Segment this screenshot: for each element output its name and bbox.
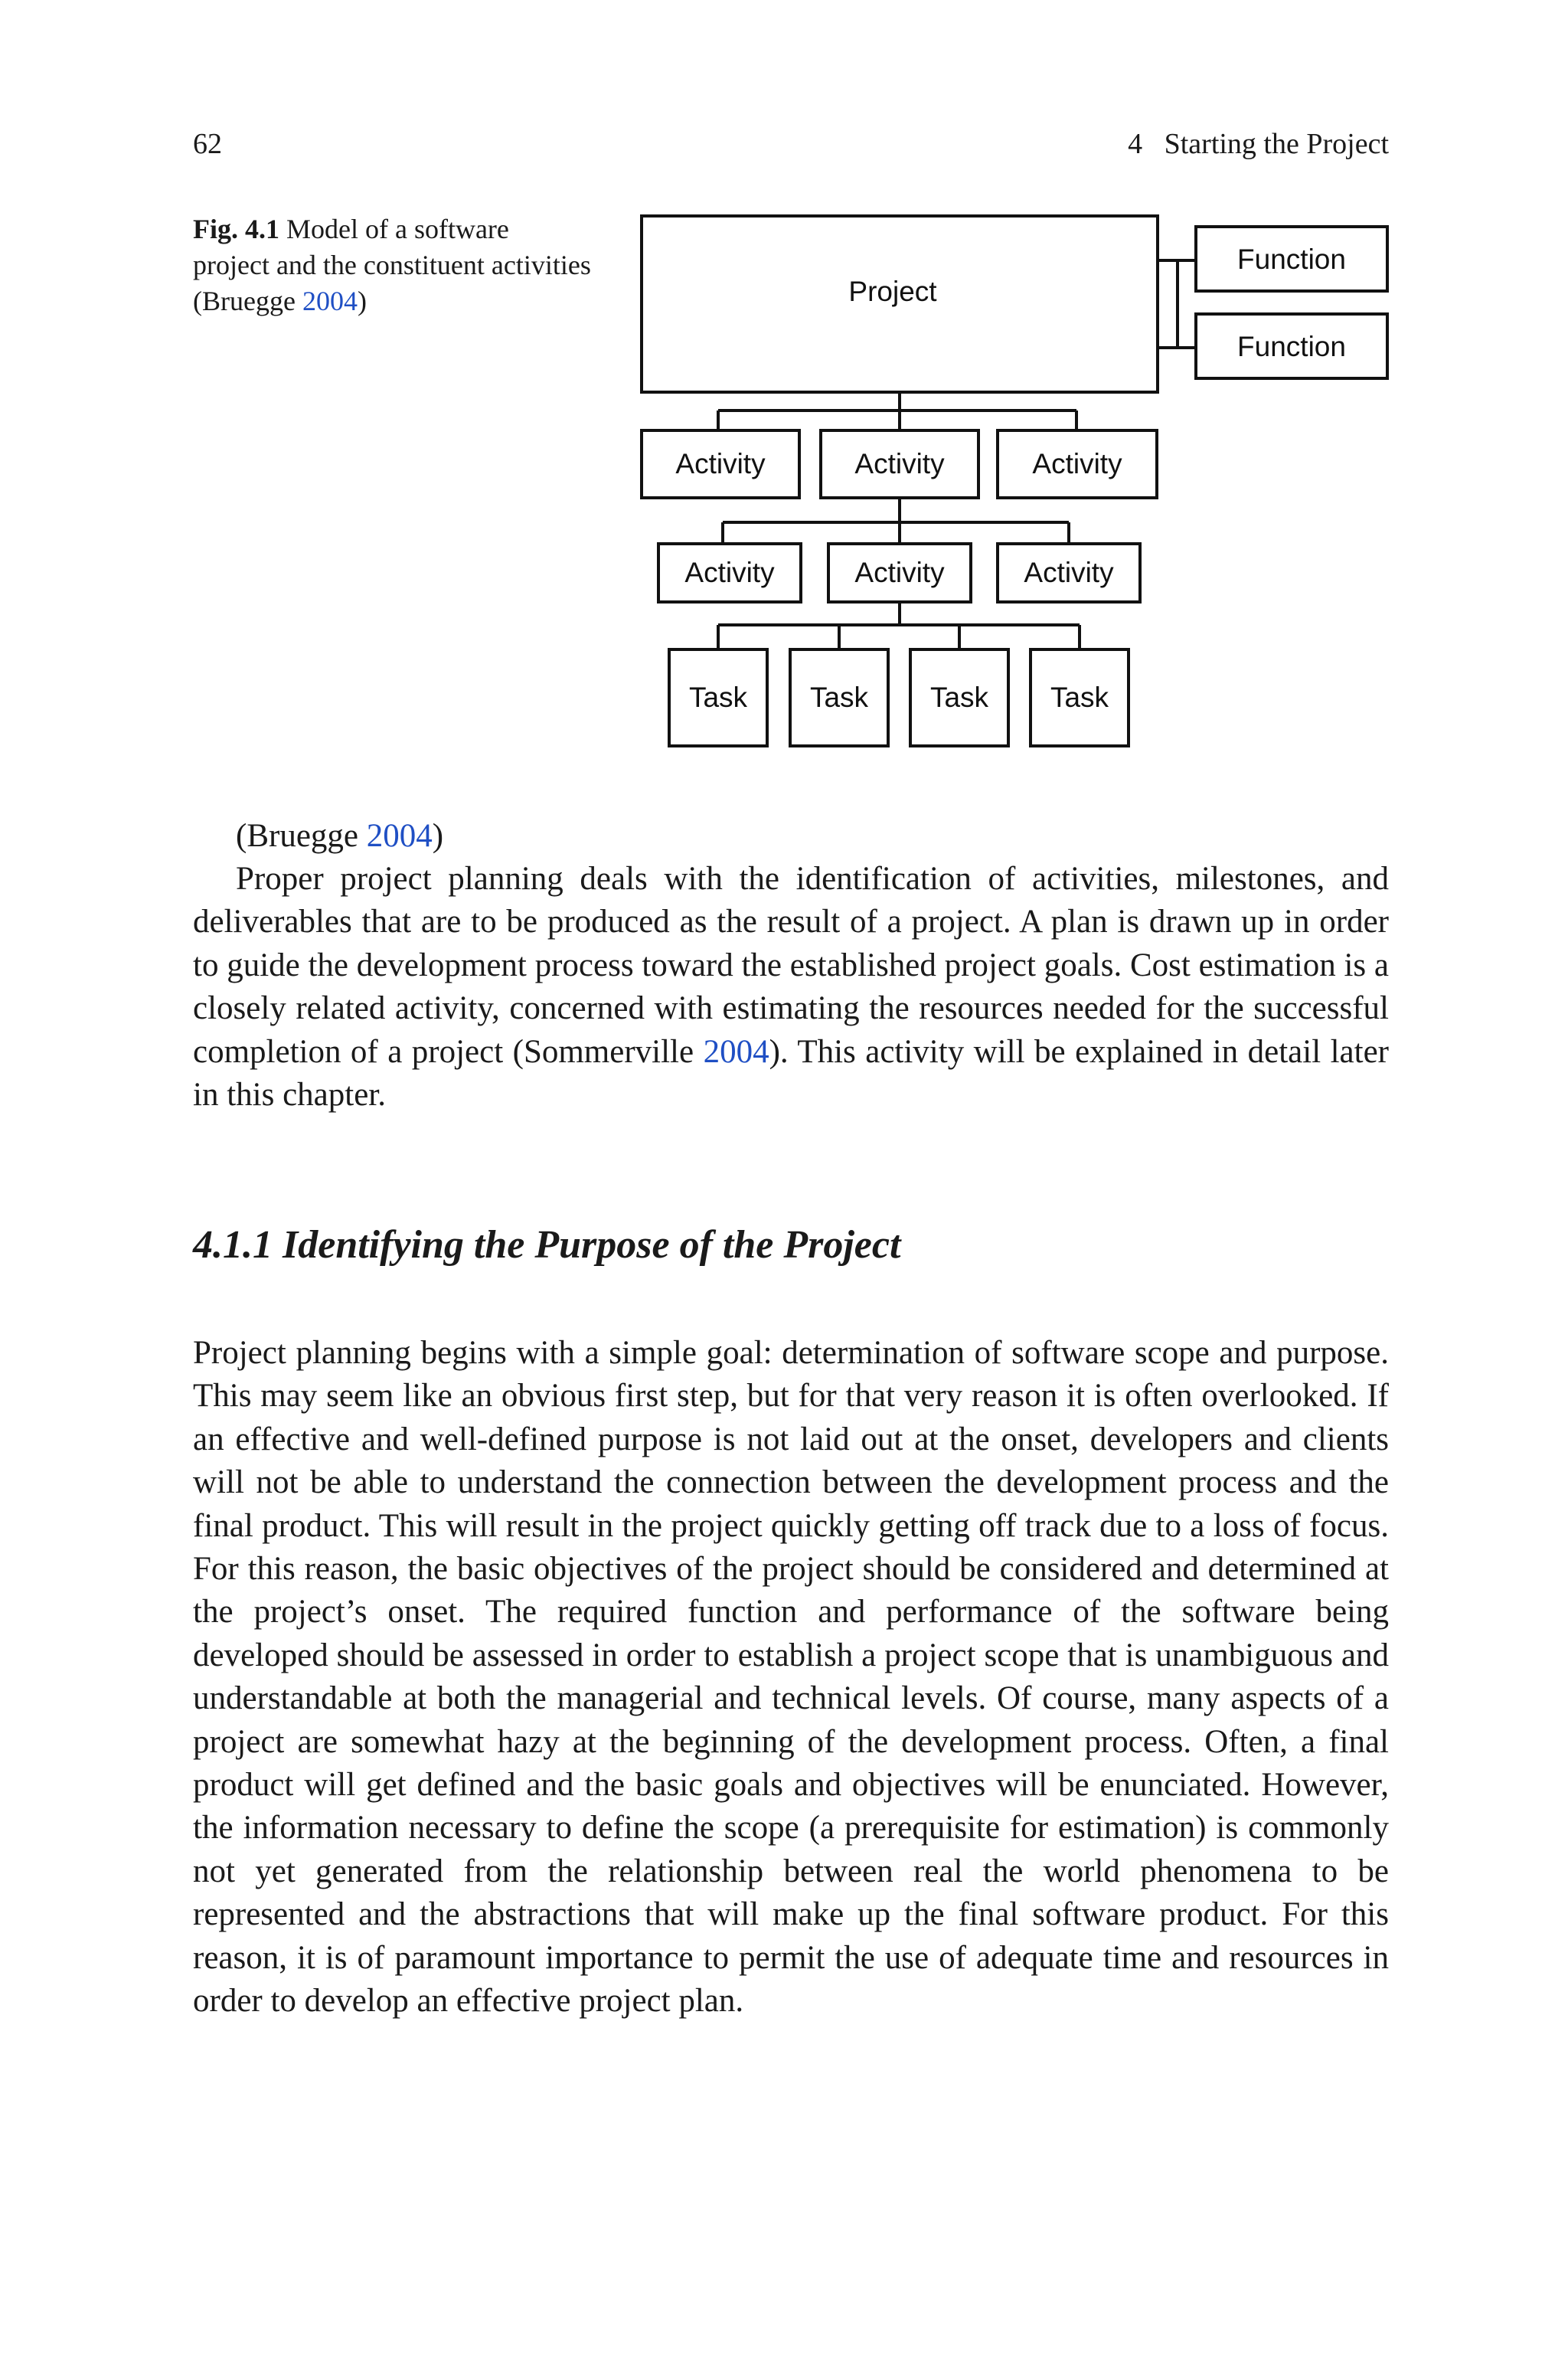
caption-text: Model of a software project and the constituent activities (Bruegge — [193, 214, 591, 316]
caption-end: ) — [357, 286, 367, 316]
para1-text-b: ). This activity will be explained in detail later in this chapter. — [193, 1033, 1389, 1114]
figure-credit — [236, 815, 443, 858]
credit-text: (Bruegge — [236, 818, 367, 854]
sommerville-citation-link[interactable]: 2004 — [703, 1033, 769, 1070]
task-label-4: Task — [1050, 682, 1109, 713]
activity-label-l1-2: Activity — [854, 448, 945, 479]
figure-label: Fig. 4.1 — [193, 214, 279, 244]
paragraph-purpose — [193, 1332, 1389, 2023]
project-structure-diagram — [632, 208, 1398, 760]
activity-label-l2-3: Activity — [1024, 557, 1114, 588]
project-label: Project — [848, 276, 937, 307]
running-title: 4 Starting the Project — [1128, 128, 1389, 160]
task-label-2: Task — [809, 682, 869, 713]
function-label-2: Function — [1237, 331, 1346, 362]
activity-label-l2-2: Activity — [854, 557, 945, 588]
activity-label-l1-3: Activity — [1032, 448, 1122, 479]
credit-end: ) — [432, 818, 444, 854]
figure-caption — [193, 211, 591, 319]
activity-label-l1-1: Activity — [675, 448, 766, 479]
task-label-3: Task — [929, 682, 989, 713]
task-label-1: Task — [688, 682, 748, 713]
para2-text: Project planning begins with a simple goal: determination of software scope and purpose. This may seem like an obvious first step, but for that very reason it is often overlooked. If an effective and well-defined purpose is not laid out at the onset, developers and clients will not be able to understand the connection between the development process and the final product. This will result in the project quickly getting off track due to a loss of focus. For this reason, the basic objectives of the project should be considered and determined at the project’s onset. The required function and performance of the software being developed should be assessed in order to establish a project scope that is unambiguous and understandable at both the managerial and technical levels. Of course, many aspects of a project are somewhat hazy at the beginning of the development process. Often, a final product will get defined and the basic goals and objectives will be enunciated. However, the information necessary to define the scope (a prerequisite for estimation) is commonly not yet generated from the relationship between real the world phenomena to be represented and the abstractions that will make up the final software product. For this reason, it is of paramount importance to permit the use of adequate time and resources in order to develop an effective project plan. — [193, 1335, 1389, 2020]
section-heading: 4.1.1 Identifying the Purpose of the Project — [193, 1223, 901, 1267]
credit-citation-link[interactable]: 2004 — [366, 818, 433, 854]
function-label-1: Function — [1237, 244, 1346, 275]
caption-citation-link[interactable]: 2004 — [302, 286, 358, 316]
paragraph-planning — [193, 858, 1389, 1117]
activity-label-l2-1: Activity — [684, 557, 775, 588]
para1-text-a: Proper project planning deals with the identification of activities, milestones, and deliverables that are to be produced as the result of a project. A plan is drawn up in order to guide the development process toward the established project goals. Cost estimation is a closely related activity, concerned with estimating the resources needed for the successful completion of a project (Sommerville — [193, 861, 1389, 1070]
page-number: 62 — [193, 128, 222, 160]
